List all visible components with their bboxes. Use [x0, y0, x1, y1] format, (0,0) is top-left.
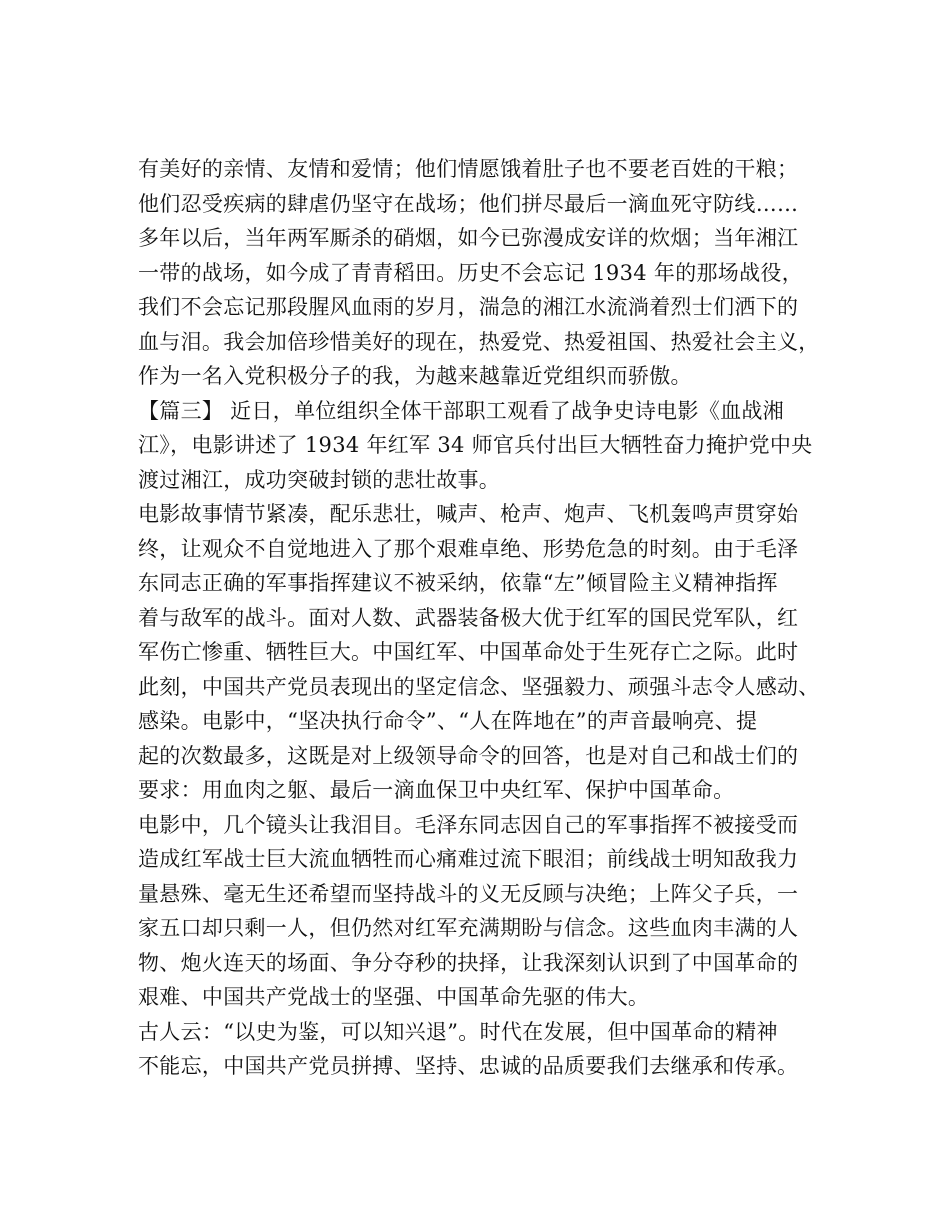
text-line: 古人云：“以史为鉴，可以知兴退”。时代在发展，但中国革命的精神: [138, 1019, 778, 1044]
text-line: 电影故事情节紧凑，配乐悲壮，喊声、枪声、炮声、飞机轰鸣声贯穿始: [138, 502, 799, 526]
text-line: 不能忘，中国共产党员拼搏、坚持、忠诚的品质要我们去继承和传承。: [138, 1054, 799, 1078]
text-line: 有美好的亲情、友情和爱情；他们情愿饿着肚子也不要老百姓的干粮；: [138, 157, 799, 181]
text-line: 电影中，几个镜头让我泪目。毛泽东同志因自己的军事指挥不被接受而: [138, 812, 799, 837]
text-line: 家五口却只剩一人，但仍然对红军充满期盼与信念。这些血肉丰满的人: [138, 916, 799, 940]
text-line: 作为一名入党积极分子的我，为越来越靠近党组织而骄傲。: [138, 364, 692, 388]
text-line: 他们忍受疾病的肆虐仍坚守在战场；他们拼尽最后一滴血死守防线……: [138, 191, 799, 216]
text-line: 终，让观众不自觉地进入了那个艰难卓绝、形势危急的时刻。由于毛泽: [138, 536, 799, 561]
text-line: 艰难、中国共产党战士的坚强、中国革命先驱的伟大。: [138, 985, 650, 1009]
text-line: 此刻，中国共产党员表现出的坚定信念、坚强毅力、顽强斗志令人感动、: [138, 674, 820, 699]
text-line: 量悬殊、毫无生还希望而坚持战斗的义无反顾与决绝；上阵父子兵，一: [138, 881, 799, 906]
text-line: 我们不会忘记那段腥风血雨的岁月，湍急的湘江水流淌着烈士们洒下的: [138, 295, 799, 319]
text-line: 起的次数最多，这既是对上级领导命令的回答，也是对自己和战士们的: [138, 743, 799, 768]
text-line: 多年以后，当年两军厮杀的硝烟，如今已弥漫成安详的炊烟；当年湘江: [138, 226, 799, 250]
section-heading-line: 【篇三】 近日，单位组织全体干部职工观看了战争史诗电影《血战湘: [138, 398, 784, 423]
text-line: 东同志正确的军事指挥建议不被采纳，依靠“左”倾冒险主义精神指挥: [138, 571, 778, 595]
text-line: 物、炮火连天的场面、争分夺秒的抉择，让我深刻认识到了中国革命的: [138, 950, 799, 975]
document-body: [138, 152, 818, 1084]
text-line: 江》，电影讲述了 1934 年红军 34 师官兵付出巨大牺牲奋力掩护党中央: [138, 433, 813, 457]
text-line: 血与泪。我会加倍珍惜美好的现在，热爱党、热爱祖国、热爱社会主义，: [138, 329, 820, 354]
text-line: 感染。电影中，“坚决执行命令”、“人在阵地在”的声音最响亮、提: [138, 709, 758, 733]
text-line: 军伤亡惨重、牺牲巨大。中国红军、中国革命处于生死存亡之际。此时: [138, 640, 799, 664]
text-line: 造成红军战士巨大流血牺牲而心痛难过流下眼泪；前线战士明知敌我力: [138, 847, 799, 871]
text-line: 要求：用血肉之躯、最后一滴血保卫中央红军、保护中国革命。: [138, 778, 735, 802]
text-line: 一带的战场，如今成了青青稻田。历史不会忘记 1934 年的那场战役，: [138, 260, 803, 285]
text-line: 着与敌军的战斗。面对人数、武器装备极大优于红军的国民党军队，红: [138, 605, 799, 630]
text-line: 渡过湘江，成功突破封锁的悲壮故事。: [138, 467, 501, 492]
